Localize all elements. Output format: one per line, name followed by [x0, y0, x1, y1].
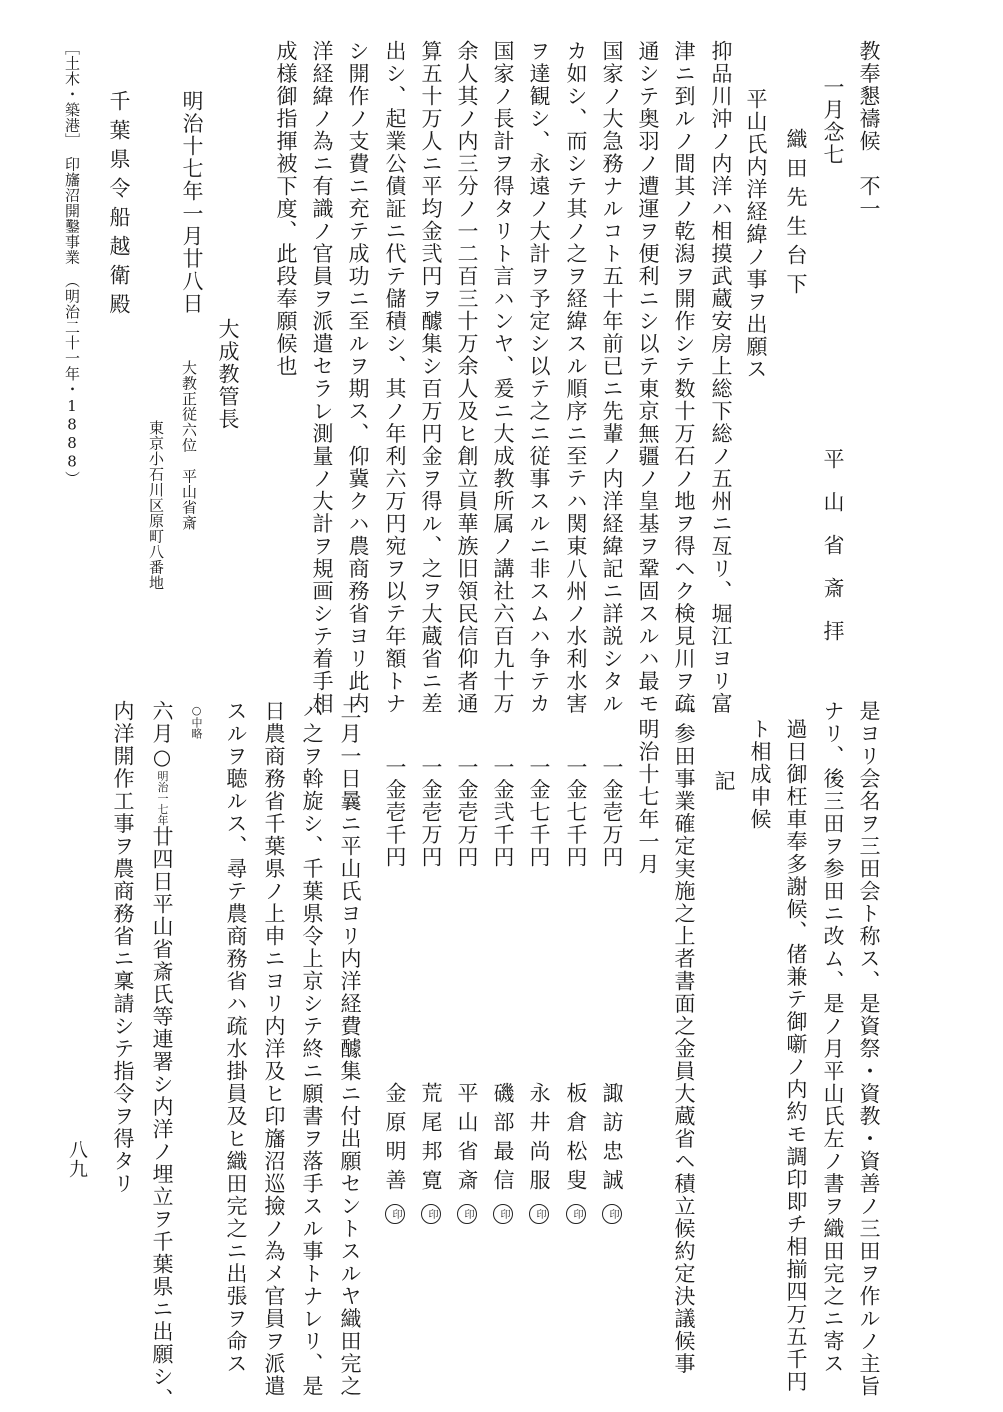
narrative-line: スルヲ聴ルス、尋テ農商務省ハ疏水掛員及ヒ織田完之ニ出張ヲ命ス	[224, 700, 248, 1375]
body-line: カ如シ、而シテ其ノ之ヲ経緯スル順序ニ至テハ関東八州ノ水利水害	[564, 40, 588, 715]
body-line: 通シテ奥羽ノ遭運ヲ便利ニシ以テ東京無疆ノ皇基ヲ鞏固スルハ最モ	[636, 40, 660, 715]
donor-name-text: 金原明善	[383, 1082, 407, 1198]
donation-amount: 一金壱千円	[383, 756, 407, 869]
body-line: 国家ノ大急務ナルコト五十年前已ニ先輩ノ内洋経緯記ニ詳説シタル	[600, 40, 624, 715]
omission-marker: ○中略	[190, 704, 203, 739]
date-note: 明治一七年	[156, 770, 169, 826]
donor-name	[601, 1082, 622, 1224]
donation-amount: 一金七千円	[527, 756, 551, 869]
donor-name-text: 荒尾邦寛	[419, 1082, 443, 1198]
donation-amount: 一金七千円	[564, 756, 588, 869]
ki-marker: 記	[712, 770, 736, 793]
donor-name-text: 永井尚服	[527, 1082, 551, 1198]
donor-name-text: 平山省斎	[455, 1082, 479, 1198]
letter-line: 過日御枉車奉多謝候、偖兼テ御噺ノ内約モ調印即チ相揃四万五千円	[784, 718, 808, 1393]
date-text: 廿四日平山省斎氏等連署シ内洋ノ埋立ヲ千葉県ニ出願シ、	[150, 825, 174, 1411]
seal-icon: 印	[566, 1204, 586, 1224]
closing-line: 教奉懇禱候 不一	[857, 40, 881, 220]
letter-date: 一月念七	[821, 76, 845, 166]
donation-amount: 一金弐千円	[491, 756, 515, 869]
donation-amount: 一金壱万円	[455, 756, 479, 869]
body-line: 国家ノ長計ヲ得タリト言ハンヤ、爰ニ大成教所属ノ講社六百九十万	[491, 40, 515, 715]
body-line: シ開作ノ支費ニ充テ成功ニ至ルヲ期ス、仰冀クハ農商務省ヨリ此内	[346, 40, 370, 715]
body-line: ヲ達観シ、永遠ノ大計ヲ予定シ以テ之ニ従事スルニ非スムハ争テカ	[527, 40, 551, 715]
donor-name-text: 板倉松叟	[564, 1082, 588, 1198]
narrative-line: ナリ、後三田ヲ参田ニ改ム、是ノ月平山氏左ノ書ヲ織田完之ニ寄ス	[821, 700, 845, 1375]
agreement-line: 一参田事業確定実施之上者書面之金員大蔵省ヘ積立候約定決議候事	[672, 700, 696, 1375]
donor-name	[420, 1082, 441, 1224]
donation-amount: 一金壱万円	[600, 756, 624, 869]
petition-recipient: 千葉県令船越衛殿	[107, 90, 131, 322]
body-line: 余人其ノ内三分ノ一二百三十万余人及ヒ創立員華族旧領民信仰者通	[455, 40, 479, 715]
seal-icon: 印	[529, 1204, 549, 1224]
seal-icon: 印	[421, 1204, 441, 1224]
donor-name	[492, 1082, 513, 1224]
narrative-line: ハ之ヲ斡旋シ、千葉県令上京シテ終ニ願書ヲ落手スル事トナレリ、是	[300, 700, 324, 1398]
seal-icon: 印	[457, 1204, 477, 1224]
body-line: 津ニ到ルノ間其ノ乾潟ヲ開作シテ数十万石ノ地ヲ得ヘク検見川ヲ疏	[672, 40, 696, 715]
donor-name-text: 磯部最信	[491, 1082, 515, 1198]
seal-icon: 印	[385, 1204, 405, 1224]
body-line: 抑品川沖ノ内洋ハ相摸武蔵安房上総下総ノ五州ニ亙リ、堀江ヨリ富	[709, 40, 733, 715]
date-head: 六月○	[150, 700, 174, 771]
subscription-date: 明治十七年一月	[636, 718, 660, 876]
seal-icon: 印	[602, 1204, 622, 1224]
narrative-line: 二月一日曩ニ平山氏ヨリ内洋経費醵集ニ付出願セントスルヤ織田完之	[338, 700, 362, 1398]
donor-name	[565, 1082, 586, 1224]
donor-name-text: 諏訪忠誠	[600, 1082, 624, 1198]
body-line: 洋経緯ノ為ニ有識ノ官員ヲ派遣セラレ測量ノ大計ヲ規画シテ着手相	[310, 40, 334, 715]
letter-addressee: 織田先生台下	[784, 128, 808, 302]
narrative-line: 内洋開作工事ヲ農商務省ニ稟請シテ指令ヲ得タリ	[111, 700, 135, 1195]
body-line: 出シ、起業公債証ニ代テ儲積シ、其ノ年利六万円宛ヲ以テ年額トナ	[383, 40, 407, 715]
page-number: 八九	[66, 1140, 88, 1178]
donor-name	[528, 1082, 549, 1224]
petitioner-rank-name: 大教正従六位 平山省斎	[180, 360, 198, 531]
donor-name	[384, 1082, 405, 1224]
letter-line: ト相成申候	[748, 718, 772, 831]
petitioner-address: 東京小石川区原町八番地	[147, 420, 165, 591]
letter-sender: 平山省斎拝	[821, 448, 845, 663]
section-heading: 平山氏内洋経緯ノ事ヲ出願ス	[744, 88, 768, 381]
narrative-line	[151, 700, 172, 1411]
body-line: 算五十万人ニ平均金弐円ヲ醵集シ百万円金ヲ得ル、之ヲ大蔵省ニ差	[419, 40, 443, 715]
donor-name	[456, 1082, 477, 1224]
organization-title: 大成教管長	[216, 318, 240, 431]
donation-amount: 一金壱万円	[419, 756, 443, 869]
petition-date: 明治十七年一月廿八日	[180, 90, 204, 315]
body-line: 成様御指揮被下度、此段奉願候也	[274, 40, 298, 378]
seal-icon: 印	[493, 1204, 513, 1224]
page-footer-heading: ［土木・築港］ 印旛沼開鑿事業 （明治二十一年・1888）	[63, 40, 81, 487]
narrative-line: 是ヨリ会名ヲ三田会ト称ス、是資祭・資教・資善ノ三田ヲ作ルノ主旨	[857, 700, 881, 1398]
narrative-line: 日農商務省千葉県ノ上申ニヨリ内洋及ヒ印旛沼巡撿ノ為メ官員ヲ派遣	[262, 700, 286, 1398]
